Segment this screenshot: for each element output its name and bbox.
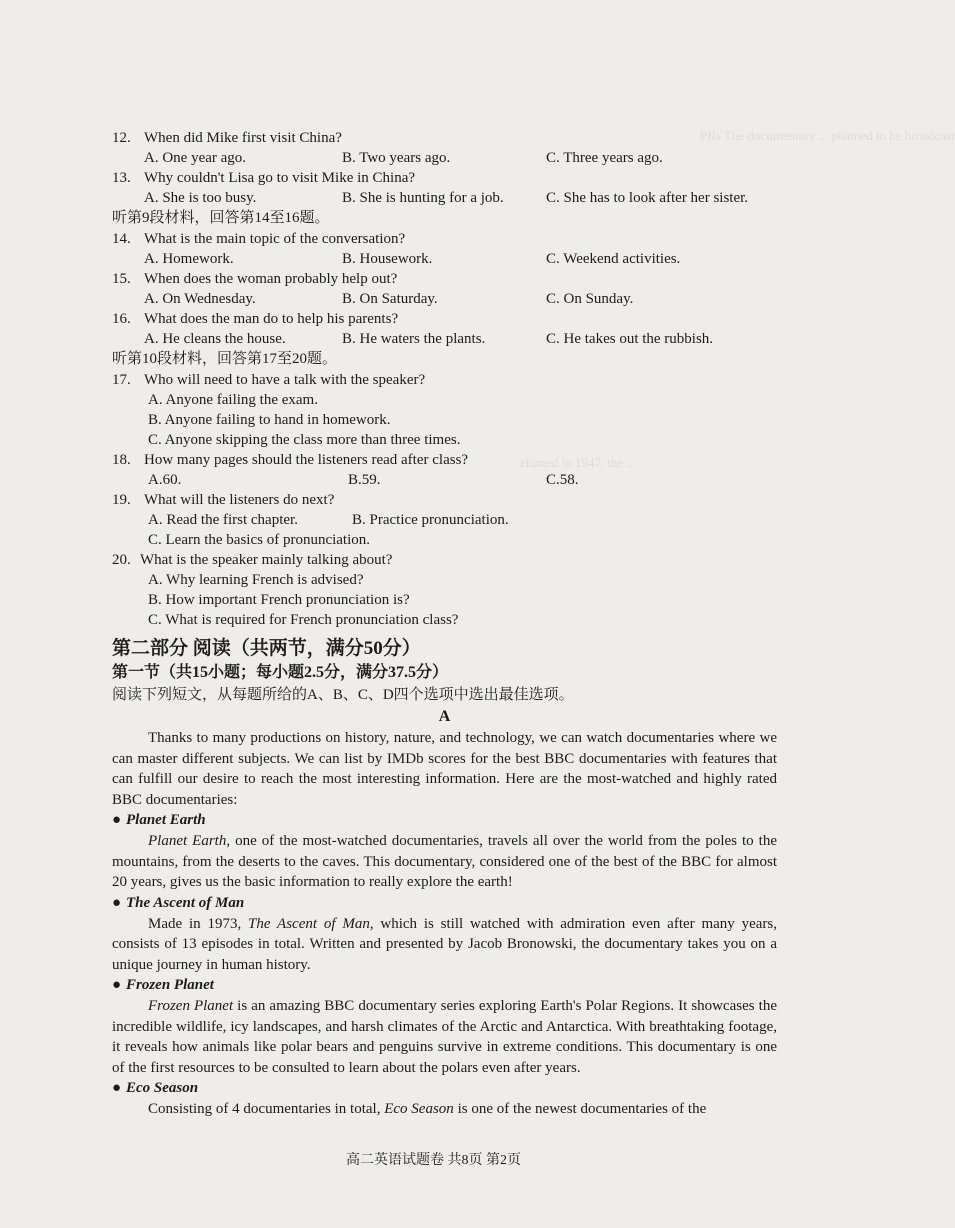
- intro-paragraph: Thanks to many productions on history, nature, and technology, we can watch documentaries where we can master different subjects. We can list by IMDb scores for the best BBC documentaries with features that can fulfill our desire to reach the most interesting information. Here are the most-watched and highly rated BBC documentaries:: [112, 730, 777, 808]
- options-15: [112, 289, 782, 309]
- question-20: 20. What is the speaker mainly talking about?: [112, 552, 393, 568]
- reading-section: [112, 636, 777, 1120]
- option-c: C.58.: [546, 472, 579, 488]
- option-b: B. On Saturday.: [342, 291, 438, 307]
- option-a: A. Read the first chapter.: [148, 512, 298, 528]
- option-a: A. Why learning French is advised?: [148, 572, 364, 588]
- option-a: A. She is too busy.: [144, 190, 257, 206]
- part-title: 第二部分 阅读（共两节，满分50分）: [112, 638, 421, 659]
- option-a: A.60.: [148, 472, 182, 488]
- option-c: C. Three years ago.: [546, 150, 663, 166]
- heading-frozen-planet: ● Frozen Planet: [112, 977, 214, 993]
- bleed-through-text: PIIs The documentary ... planned to be broadcast: [700, 128, 955, 143]
- question-14: 14. What is the main topic of the conversation?: [112, 231, 406, 247]
- option-b: B. How important French pronunciation is?: [148, 592, 410, 608]
- option-c: C. He takes out the rubbish.: [546, 331, 714, 347]
- question-13: 13. Why couldn't Lisa go to visit Mike in China?: [112, 170, 416, 186]
- option-a: A. One year ago.: [144, 150, 247, 166]
- instruction-material-10: 听第10段材料，回答第17至20题。: [112, 351, 338, 367]
- option-a: A. Anyone failing the exam.: [148, 392, 318, 408]
- options-16: [112, 329, 782, 349]
- heading-ascent-of-man: ● The Ascent of Man: [112, 894, 245, 911]
- option-c: C. What is required for French pronunciation class?: [148, 612, 459, 628]
- heading-eco-season: ● Eco Season: [112, 1080, 199, 1096]
- option-a: A. He cleans the house.: [144, 331, 286, 347]
- section-title: 第一节（共15小题；每小题2.5分，满分37.5分）: [112, 664, 449, 681]
- instruction-material-9: 听第9段材料，回答第14至16题。: [112, 210, 330, 226]
- options-18: [112, 470, 782, 490]
- options-19: [112, 510, 782, 530]
- options-12: [112, 148, 782, 168]
- option-b: B. He waters the plants.: [342, 331, 486, 347]
- question-15: 15. When does the woman probably help out?: [112, 271, 398, 287]
- option-b: B.59.: [348, 472, 381, 488]
- option-b: B. Housework.: [342, 251, 433, 267]
- option-b: B. Practice pronunciation.: [352, 512, 509, 528]
- option-b: B. Two years ago.: [342, 150, 451, 166]
- listening-section: [112, 128, 782, 630]
- passage-label: A: [438, 708, 451, 725]
- option-a: A. On Wednesday.: [144, 291, 256, 307]
- paragraph-ascent-of-man: Made in 1973, The Ascent of Man, which is still watched with admiration even after many years, consists of 13 episodes in total. Written and presented by Jacob Bronowski, the documentary takes you on a unique journey in human history.: [112, 915, 777, 973]
- question-19: 19. What will the listeners do next?: [112, 492, 335, 508]
- reading-instruction: 阅读下列短文，从每题所给的A、B、C、D四个选项中选出最佳选项。: [112, 687, 574, 703]
- page-footer: 高二英语试题卷 共8页 第2页: [346, 1153, 521, 1168]
- option-c: C. On Sunday.: [546, 291, 634, 307]
- options-14: [112, 249, 782, 269]
- option-c: C. Weekend activities.: [546, 251, 681, 267]
- question-16: 16. What does the man do to help his parents?: [112, 311, 399, 327]
- question-12: 12. When did Mike first visit China?: [112, 130, 342, 146]
- option-b: B. Anyone failing to hand in homework.: [148, 412, 391, 428]
- paragraph-frozen-planet: Frozen Planet is an amazing BBC documentary series exploring Earth's Polar Regions. It showcases the incredible wildlife, icy landscapes, and harsh climates of the Arctic and Antarctica. With breathtaking footage, it reveals how animals like polar bears and penguins survive in extreme conditions. This documentary is one of the first resources to be consulted to learn about the polars even after years.: [112, 998, 778, 1076]
- heading-planet-earth: ● Planet Earth: [112, 812, 206, 828]
- option-b: B. She is hunting for a job.: [342, 190, 504, 206]
- option-a: A. Homework.: [144, 251, 234, 267]
- option-c: C. Learn the basics of pronunciation.: [148, 532, 371, 548]
- paragraph-eco-season: Consisting of 4 documentaries in total, Eco Season is one of the newest documentaries of the: [148, 1101, 707, 1117]
- bleed-through-text: Hunted in 1947, the ...: [520, 455, 637, 470]
- options-13: [112, 188, 782, 208]
- option-c: C. She has to look after her sister.: [546, 190, 749, 206]
- question-18: 18. How many pages should the listeners read after class?: [112, 452, 469, 468]
- option-c: C. Anyone skipping the class more than three times.: [148, 432, 461, 448]
- paragraph-planet-earth: Planet Earth, one of the most-watched documentaries, travels all over the world from the poles to the mountains, from the deserts to the caves. This documentary, considered one of the best of the BBC for almost 20 years, gives us the basic information to really explore the earth!: [112, 833, 777, 890]
- question-17: 17. Who will need to have a talk with the speaker?: [112, 372, 426, 388]
